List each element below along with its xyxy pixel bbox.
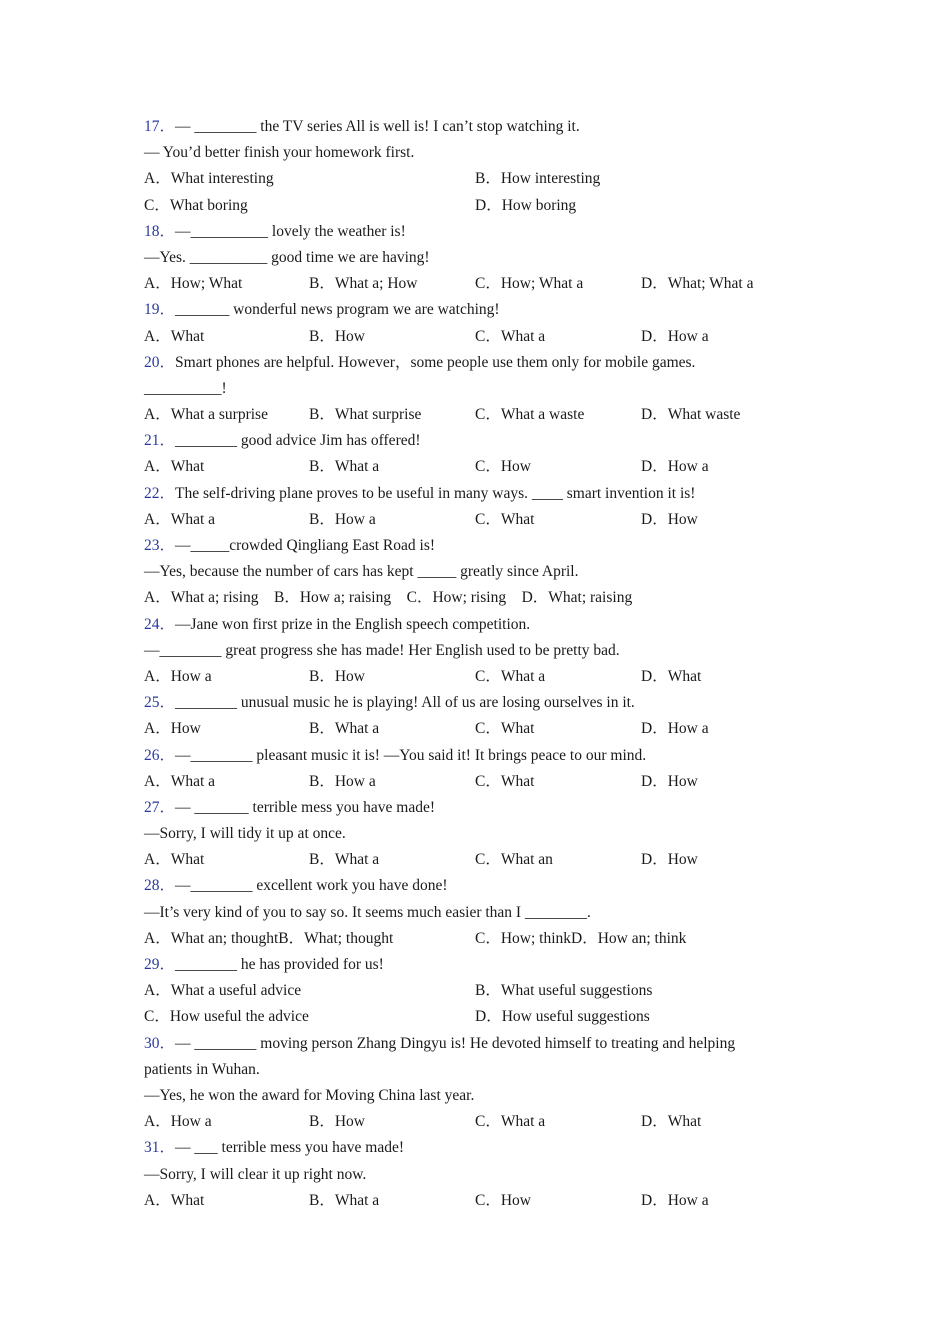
answer-option[interactable]: A．How; What	[144, 275, 243, 293]
answer-option[interactable]: A．How a	[144, 667, 212, 685]
answer-option[interactable]: B．What a	[309, 720, 380, 738]
answer-option[interactable]: A．What a	[144, 772, 216, 790]
question-stem	[144, 795, 804, 821]
question-26	[144, 743, 804, 795]
answer-options	[144, 1188, 804, 1214]
answer-option[interactable]: C．What a	[475, 327, 546, 345]
question-text: —_____crowded Qingliang East Road is!	[175, 537, 436, 554]
question-29	[144, 952, 804, 1031]
question-text: —__________ lovely the weather is!	[175, 222, 406, 240]
answer-options	[144, 324, 804, 350]
question-number: 24．	[144, 615, 176, 633]
answer-option[interactable]: A．What	[144, 851, 205, 869]
answer-option[interactable]: A．What a useful advice	[144, 982, 302, 1000]
question-line	[144, 900, 804, 926]
question-stem	[144, 743, 804, 769]
answer-options	[144, 271, 804, 297]
question-number: 25．	[144, 694, 176, 712]
answer-option[interactable]: D．How a	[641, 327, 709, 345]
answer-option[interactable]: D．What; What a	[641, 275, 754, 293]
question-line	[144, 376, 804, 402]
answer-option[interactable]: A．What interesting	[144, 170, 274, 188]
answer-option[interactable]: C．What an	[475, 851, 553, 869]
question-30	[144, 1031, 804, 1136]
answer-option[interactable]: C．How useful the advice	[144, 1008, 309, 1026]
answer-options: A．What a; rising B．How a; raising C．How; rising D．What; raising	[144, 589, 633, 607]
question-number: 18．	[144, 222, 176, 240]
answer-option[interactable]: A．How	[144, 720, 201, 738]
answer-option[interactable]: A．What	[144, 327, 205, 345]
answer-option[interactable]: B．How	[309, 327, 365, 345]
answer-options	[144, 166, 804, 192]
question-stem	[144, 873, 804, 899]
question-line	[144, 1162, 804, 1188]
answer-option[interactable]: B．What a	[309, 458, 380, 476]
question-text: —________ pleasant music it is! —You said it! It brings peace to our mind.	[175, 746, 647, 764]
question-line	[144, 821, 804, 847]
question-text: —Sorry, I will clear it up right now.	[144, 1165, 367, 1183]
question-number: 17．	[144, 118, 176, 135]
question-text: __________!	[144, 379, 227, 397]
question-number: 23．	[144, 537, 176, 554]
answer-option[interactable]: B．What useful suggestions	[475, 982, 653, 1000]
question-number: 29．	[144, 956, 176, 973]
answer-options	[144, 847, 804, 873]
answer-option[interactable]: B．What a	[309, 1191, 380, 1209]
question-text: —Yes, he won the award for Moving China last year.	[144, 1086, 475, 1104]
question-text: — _______ terrible mess you have made!	[175, 798, 436, 816]
question-text: Smart phones are helpful. However，some people use them only for mobile games.	[175, 353, 696, 371]
answer-option[interactable]: B．What surprise	[309, 406, 422, 424]
answer-option[interactable]: D．How useful suggestions	[475, 1008, 650, 1026]
answer-option[interactable]: C．How; thinkD．How an; think	[475, 929, 687, 947]
answer-option[interactable]: C．What a	[475, 1113, 546, 1131]
answer-option[interactable]: C．What	[475, 772, 535, 790]
answer-option[interactable]: D．What waste	[641, 406, 741, 424]
question-20	[144, 350, 804, 429]
question-text: —Sorry, I will tidy it up at once.	[144, 825, 346, 843]
answer-options	[144, 1109, 804, 1135]
answer-option[interactable]: B．How interesting	[475, 170, 601, 188]
question-stem	[144, 1135, 804, 1161]
answer-option[interactable]: A．What a surprise	[144, 406, 268, 424]
question-text: —Yes, because the number of cars has kept _____ greatly since April.	[144, 563, 579, 581]
question-line	[144, 638, 804, 664]
question-stem	[144, 690, 804, 716]
question-stem	[144, 428, 804, 454]
question-line	[144, 1057, 804, 1083]
answer-option[interactable]: C．What a	[475, 667, 546, 685]
question-line	[144, 559, 804, 585]
answer-option[interactable]: C．What boring	[144, 196, 248, 214]
question-23	[144, 533, 804, 612]
answer-option[interactable]: C．What	[475, 510, 535, 528]
question-number: 22．	[144, 484, 176, 502]
answer-options	[144, 507, 804, 533]
answer-option[interactable]: C．How	[475, 458, 531, 476]
question-line	[144, 1083, 804, 1109]
answer-option[interactable]: D．How boring	[475, 196, 577, 214]
question-28	[144, 873, 804, 952]
answer-options	[144, 193, 804, 219]
question-text: — ___ terrible mess you have made!	[175, 1139, 405, 1157]
question-line	[144, 245, 804, 271]
question-stem	[144, 1031, 804, 1057]
answer-option[interactable]: B．What a	[309, 851, 380, 869]
answer-options	[144, 926, 804, 952]
question-number: 30．	[144, 1034, 176, 1052]
answer-option[interactable]: D．How a	[641, 458, 709, 476]
answer-option[interactable]: C．What a waste	[475, 406, 585, 424]
question-stem	[144, 481, 804, 507]
answer-option[interactable]: C．What	[475, 720, 535, 738]
question-number: 26．	[144, 746, 176, 764]
answer-option[interactable]: A．What	[144, 458, 205, 476]
question-text: —________ excellent work you have done!	[175, 877, 448, 895]
question-31	[144, 1135, 804, 1214]
question-19	[144, 297, 804, 349]
question-25	[144, 690, 804, 742]
question-24	[144, 612, 804, 691]
question-text: ________ unusual music he is playing! All of us are losing ourselves in it.	[175, 694, 635, 712]
answer-option[interactable]: D．What	[641, 1113, 702, 1131]
question-stem	[144, 114, 804, 140]
question-stem	[144, 350, 804, 376]
question-18	[144, 219, 804, 298]
answer-option[interactable]: D．How	[641, 510, 698, 528]
answer-options	[144, 1004, 804, 1030]
question-text: _______ wonderful news program we are watching!	[175, 301, 500, 319]
question-text: patients in Wuhan.	[144, 1060, 260, 1078]
answer-option[interactable]: D．How	[641, 772, 698, 790]
question-stem	[144, 219, 804, 245]
answer-options	[144, 454, 804, 480]
question-text: — ________ moving person Zhang Dingyu is! He devoted himself to treating and helping	[175, 1034, 736, 1052]
question-22	[144, 481, 804, 533]
answer-options	[144, 716, 804, 742]
question-number: 20．	[144, 353, 176, 371]
answer-option[interactable]: D．How a	[641, 1191, 709, 1209]
question-list	[144, 114, 804, 1214]
answer-options	[144, 664, 804, 690]
answer-options	[144, 978, 804, 1004]
answer-options	[144, 402, 804, 428]
question-text: —It’s very kind of you to say so. It seems much easier than I ________.	[144, 903, 591, 921]
answer-option[interactable]: B．How a	[309, 772, 376, 790]
question-number: 28．	[144, 877, 176, 895]
question-text: The self-driving plane proves to be useful in many ways. ____ smart invention it is!	[175, 484, 696, 502]
question-text: ________ good advice Jim has offered!	[175, 432, 421, 450]
answer-option[interactable]: B．How a	[309, 510, 376, 528]
question-stem	[144, 297, 804, 323]
question-stem	[144, 533, 804, 559]
question-number: 19．	[144, 301, 176, 319]
question-number: 27．	[144, 798, 176, 816]
question-text: — You’d better finish your homework first.	[144, 144, 415, 162]
question-text: ________ he has provided for us!	[175, 956, 384, 973]
question-text: —Jane won first prize in the English speech competition.	[175, 615, 531, 633]
answer-option[interactable]: A．What a	[144, 510, 216, 528]
question-text: —Yes. __________ good time we are having!	[144, 248, 430, 266]
answer-option[interactable]: C．How	[475, 1191, 531, 1209]
answer-option[interactable]: B．How	[309, 667, 365, 685]
answer-option[interactable]: A．What an; thoughtB．What; thought	[144, 929, 394, 947]
question-text: —________ great progress she has made! Her English used to be pretty bad.	[144, 641, 620, 659]
answer-option[interactable]: C．How; What a	[475, 275, 584, 293]
answer-option[interactable]: D．How	[641, 851, 698, 869]
question-21	[144, 428, 804, 480]
answer-option[interactable]: D．What	[641, 667, 702, 685]
question-17	[144, 114, 804, 219]
question-number: 21．	[144, 432, 176, 450]
question-stem	[144, 612, 804, 638]
question-27	[144, 795, 804, 874]
question-text: — ________ the TV series All is well is! I can’t stop watching it.	[175, 118, 580, 135]
answer-option[interactable]: D．How a	[641, 720, 709, 738]
answer-option[interactable]: B．How	[309, 1113, 365, 1131]
answer-option[interactable]: A．How a	[144, 1113, 212, 1131]
answer-option[interactable]: B．What a; How	[309, 275, 418, 293]
answer-option[interactable]: A．What	[144, 1191, 205, 1209]
question-line	[144, 140, 804, 166]
question-stem	[144, 952, 804, 978]
answer-options	[144, 769, 804, 795]
question-number: 31．	[144, 1139, 176, 1157]
